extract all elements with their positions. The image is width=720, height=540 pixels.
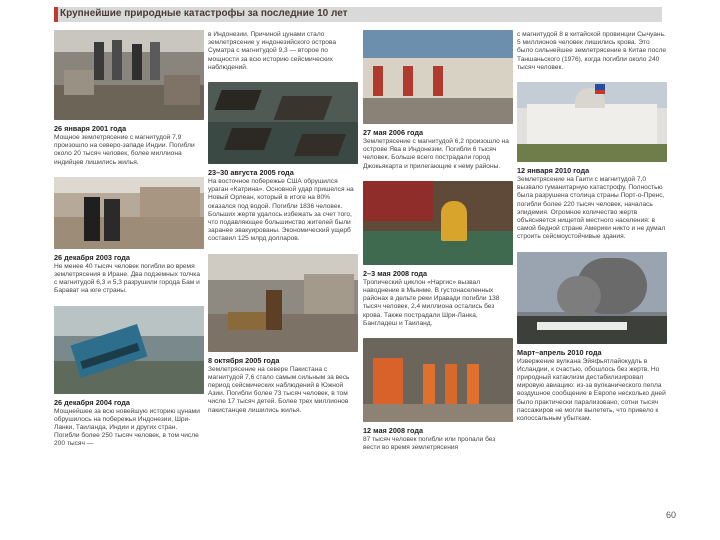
- entry-text: Землетрясение с магнитудой 6,2 произошло на острове Ява в Индонезии. Погибли 6 тысяч человек. Больше всего пострадали город Джокьякарта и прилегающие к нему районы.: [363, 138, 509, 170]
- entry-date: 2–3 мая 2008 года: [363, 268, 428, 278]
- entry-text: Мощное землетрясение с магнитудой 7,9 произошло на северо-западе Индии. Погибли около 20 тысяч человек, более миллиона индийцев лишились жилья.: [54, 134, 195, 166]
- volcano-eruption-photo: [517, 252, 667, 344]
- myanmar-cyclone-photo: [363, 181, 513, 265]
- java-earthquake-photo: [363, 30, 513, 124]
- pakistan-earthquake-photo: [208, 254, 358, 352]
- column-3: [363, 30, 513, 462]
- column-1: [54, 30, 204, 459]
- tsunami-boat-photo: [54, 306, 204, 394]
- entry-date: 26 января 2001 года: [54, 124, 127, 133]
- entry-text: Извержение вулкана Эйяфьятлайокудль в Исландии, к счастью, обошлось без жертв. Но природный катаклизм дестабилизировал мировую авиацию: из-за вулканического пепла воздушное сообщение в Европе несколько дней было практически парализовано, сотни тысяч пассажиров не могли вылететь, что привело к колоссальным убыткам.: [517, 357, 666, 423]
- header-bar: [54, 7, 662, 22]
- entry-text: Землетрясение на Гаити с магнитудой 7,0 вызвало гуманитарную катастрофу. Полностью была разрушена столица страны Порт-о-Пренс, погибли более 220 тысяч человек, началась эпидемия. Огромное количество жертв объясняется нищетой местного населения: в самой бедной стране Америки никто и не думал строить сейсмоустойчивые здания.: [517, 176, 666, 241]
- entry-date: 23–30 августа 2005 года: [208, 168, 294, 178]
- entry-date: 26 декабря 2003 года: [54, 252, 130, 262]
- entry-text: Не менее 40 тысяч человек погибли во время землетрясения в Иране. Два подземных толчка с магнитудой 6,3 и 5,3 разрушили города Бам и Барават на юге страны.: [54, 262, 200, 295]
- entry-text: Мощнейшее за всю новейшую историю цунами обрушилось на побережья Индонезии, Шри-Ланки, Таиланда, Индии и других стран. Погибли более 250 тысяч человек, в том числе 200 тысяч —: [54, 407, 200, 448]
- entry: [208, 254, 358, 415]
- earthquake-rubble-photo: [54, 30, 204, 120]
- entry: [363, 181, 513, 328]
- entry-text: 87 тысяч человек погибли или пропали без вести во время землетрясения: [363, 436, 496, 452]
- entry: [54, 306, 204, 449]
- entry: [208, 31, 358, 72]
- entry-date: 8 октября 2005 года: [208, 355, 280, 365]
- iran-earthquake-photo: [54, 177, 204, 249]
- entry: [54, 30, 204, 167]
- entry: [363, 30, 513, 171]
- entry: [208, 82, 358, 244]
- entry-text: Тропический циклон «Наргис» вызвал наводнение в Мьянме. В густонаселенных районах в дельте реки Иравади погибли 138 тысяч человек, 2,4 миллиона остались без крова. Также пострадали Шри-Ланка, Бангладеш и Таиланд.: [363, 278, 500, 327]
- entry-date: 27 мая 2006 года: [363, 128, 424, 137]
- china-rescue-photo: [363, 338, 513, 422]
- entry-text: в Индонезии. Причиной цунами стало землетрясение у индонезийского острова Суматра с магнитудой 9,3 — второе по мощности за всю историю сейсмических наблюдений.: [208, 31, 337, 71]
- entry-text: На восточное побережье США обрушился ураган «Катрина». Основной удар пришелся на Новый Орлеан, который в итоге на 80% оказался под водой. Погибли 1836 человек. Больших жертв удалось избежать за счет того, что подавляющее большинство жителей были заранее эвакуированы. Экономический ущерб составил 125 млрд долларов.: [208, 178, 354, 243]
- entry: [363, 338, 513, 452]
- haiti-palace-photo: [517, 82, 667, 162]
- new-orleans-flood-photo: [208, 82, 358, 164]
- page-number: 60: [665, 510, 676, 520]
- entry: [517, 82, 667, 242]
- column-4: [517, 30, 667, 433]
- entry: [517, 31, 667, 72]
- entry-date: 12 января 2010 года: [517, 166, 590, 176]
- entry: [517, 252, 667, 424]
- entry-date: 26 декабря 2004 года: [54, 397, 130, 407]
- entry-text: с магнитудой 8 в китайской провинции Сычуань. 5 миллионов человек лишились крова. Это было сильнейшее землетрясение в Китае после Таншаньского (1976), когда погибли около 240 тысяч человек.: [517, 31, 667, 71]
- entry-date: 12 мая 2008 года: [363, 426, 424, 436]
- entry-text: Землетрясение на севере Пакистана с магнитудой 7,6 стало самым сильным за весь период сейсмических наблюдений в Южной Азии. Погибли более 73 тысяч человек, в том числе 17 тысяч детей. Более трех миллионов пакистанцев лишились жилья.: [208, 365, 350, 414]
- entry-date: Март–апрель 2010 года: [517, 347, 602, 357]
- column-2: [208, 30, 358, 425]
- entry: [54, 177, 204, 296]
- page-title: Крупнейшие природные катастрофы за последние 10 лет: [60, 8, 348, 19]
- header-accent: [54, 7, 58, 22]
